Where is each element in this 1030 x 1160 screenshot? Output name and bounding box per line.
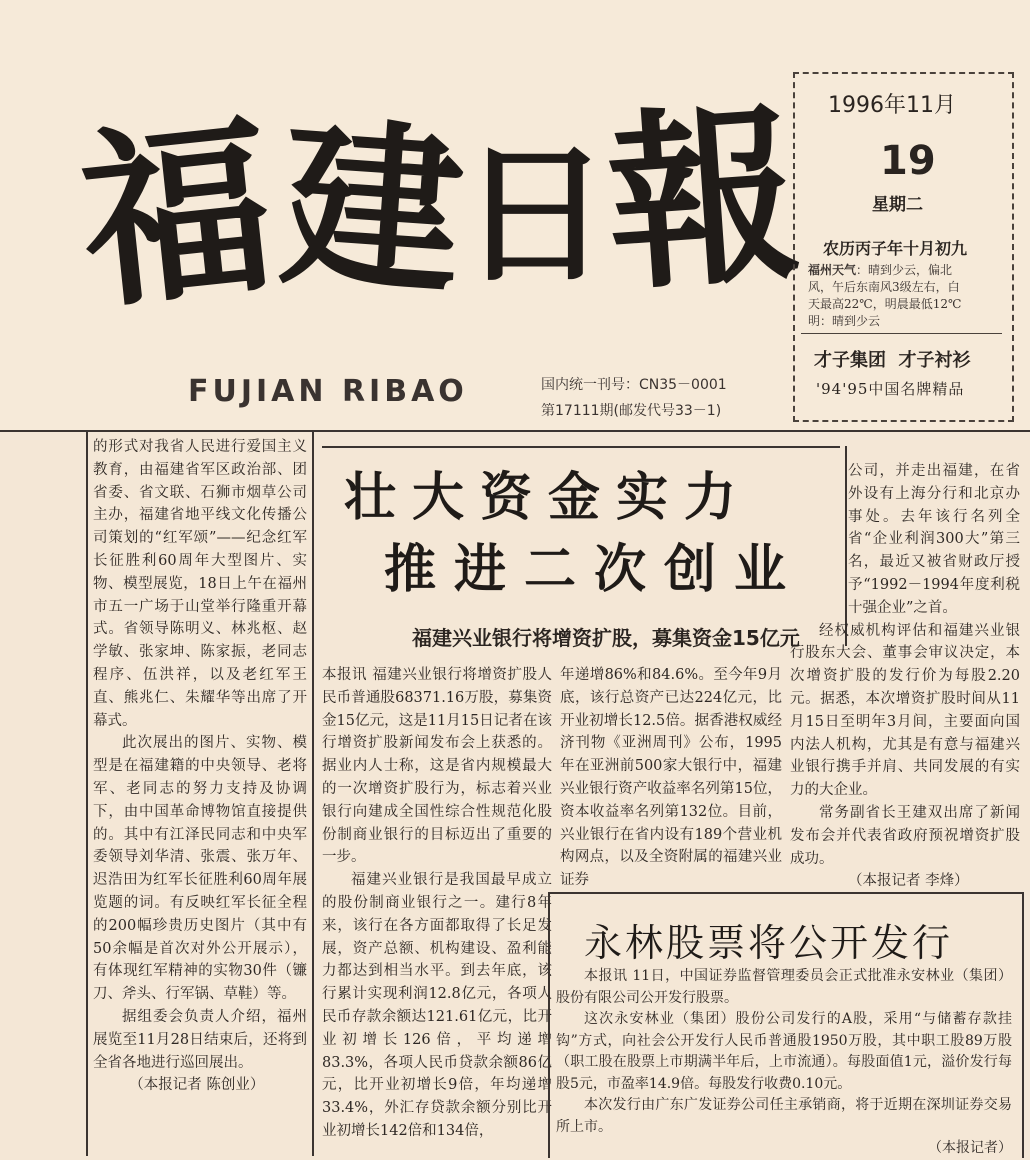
main-col-3	[790, 460, 1020, 893]
weather-line-1: ：晴到少云，偏北	[856, 263, 953, 277]
left-column-rule-left	[86, 432, 88, 1156]
weather-line-3: 天最高22℃，明晨最低12℃	[808, 297, 962, 311]
main-col1-paragraph-1: 本报讯 福建兴业银行将增资扩股人民币普通股68371.16万股，募集资金15亿元，这是11月15日记者在该行增资扩股新闻发布会上获悉的。据业内人士称，这是省内规模最大的一次增资扩股行为，标志着兴业银行向建成全国性综合性规范化股份制商业银行的目标迈出了重要的一步。	[322, 667, 552, 866]
headline-top-rule	[322, 446, 840, 448]
left-paragraph-2: 此次展出的图片、实物、模型是在福建籍的中央领导、老将军、老同志的努力支持及协调下，由中国革命博物馆直接提供的。其中有江泽民同志和中央军委领导刘华清、张震、张万年、迟浩田为红军长征胜利60周年展览题的词。有反映红军长征全程的200幅珍贵历史图片（其中有50余幅是首次对外公开展示），有体现红军精神的实物30件（镰刀、斧头、行军锅、草鞋）等。	[93, 735, 307, 1003]
masthead-rule	[0, 430, 1030, 432]
main-headline-line-1: 壮大资金实力	[344, 467, 753, 528]
masthead-romanization: FUJIAN RIBAO	[188, 374, 468, 409]
left-byline: （本报记者 陈创业）	[129, 1077, 265, 1094]
masthead-title-char-3: 日	[460, 127, 611, 303]
yonglin-paragraph-2: 这次永安林业（集团）股份公司发行的A股，采用“与储蓄存款挂钩”方式，向社会公开发行人民币普通股1950万股，其中职工股89万股（职工股在股票上市期满半年后，上市流通）。每股面值1元，溢价发行每股5元，市盈率14.9倍。每股发行收费0.10元。	[556, 1011, 1012, 1092]
masthead-title-char-2: 建	[274, 97, 470, 322]
masthead-issue: 第17111期(邮发代号33－1)	[541, 403, 722, 419]
main-headline-line-2: 推进二次创业	[384, 539, 805, 600]
main-col3-paragraph-1: 公司，并走出福建，在省外设有上海分行和北京办事处。去年该行名列全省“企业利润300大”第三名，最近又被省财政厅授予“1992－1994年度利税十强企业”之首。	[848, 463, 1020, 616]
left-paragraph-1: 的形式对我省人民进行爱国主义教育，由福建省军区政治部、团省委、省文联、石狮市烟草公司主办，福建省地平线文化传播公司策划的“红军颂”——纪念红军长征胜利60周年大型图片、实物、模型展览，18日上午在福州市五一广场于山堂举行隆重开幕式。省领导陈明义、林兆枢、赵学敏、张家坤、陈家振，老同志程序、伍洪祥，以及老红军王直、熊兆仁、朱耀华等出席了开幕式。	[93, 439, 307, 729]
weather-label: 福州天气	[808, 263, 857, 277]
weather-line-4: 明：晴到少云	[808, 314, 881, 328]
weather-block	[808, 262, 1004, 330]
date-lunar: 农历丙子年十月初九	[823, 239, 968, 258]
date-day: 19	[880, 138, 936, 184]
main-col-1	[322, 664, 552, 1143]
main-col2-paragraph-1: 年递增86%和84.6%。至今年9月底，该行总资产已达224亿元，比开业初增长12.5倍。据香港权威经济刊物《亚洲周刊》公布，1995年在亚洲前500家大银行中，福建兴业银行资产收益率名列第15位，资本收益率名列第132位。目前，兴业银行在省内设有189个营业机构网点，以及全资附属的福建兴业证券	[560, 667, 782, 889]
masthead-title-char-4: 報	[600, 81, 806, 318]
main-col3-paragraph-3: 常务副省长王建双出席了新闻发布会并代表省政府预祝增资扩股成功。	[790, 804, 1020, 867]
yonglin-byline: （本报记者）	[928, 1140, 1012, 1156]
yonglin-paragraph-3: 本次发行由广东广发证券公司任主承销商，将于近期在深圳证券交易所上市。	[556, 1097, 1012, 1135]
yonglin-text	[556, 966, 1012, 1160]
left-column-rule-right	[312, 432, 314, 1156]
yonglin-headline: 永林股票将公开发行	[584, 921, 954, 965]
main-col-2	[560, 664, 782, 892]
left-column-text	[93, 436, 307, 1097]
main-col3-paragraph-2: 经权威机构评估和福建兴业银行股东大会、董事会审议决定，本次增资扩股的发行价为每股2.20元。据悉，本次增资扩股时间从11月15日至明年3月间，主要面向国内法人机构，尤其是有意与福建兴业银行携手并肩、共同发展的有实力的大企业。	[790, 622, 1020, 799]
left-paragraph-3: 据组委会负责人介绍，福州展览至11月28日结束后，还将到全省各地进行巡回展出。	[93, 1008, 307, 1071]
date-box-divider	[801, 333, 1002, 334]
weather-line-2: 风，午后东南风3级左右，白	[808, 280, 960, 294]
ad-line-1: 才子集团 才子衬衫	[814, 350, 971, 371]
masthead-issn: 国内统一刊号：CN35－0001	[541, 377, 727, 393]
main-col1-paragraph-2: 福建兴业银行是我国最早成立的股份制商业银行之一。建行8年来，该行在各方面都取得了长足发展，资产总额、机构建设、盈利能力都达到相当水平。到去年底，该行累计实现利润12.8亿元，各项人民币存款余额达121.61亿元，比开业初增长126倍，平均递增83.3%，各项人民币贷款余额86亿元，比开业初增长9倍，年均递增33.4%，外汇存贷款余额分别比开业初增长142倍和134倍，	[322, 872, 552, 1139]
date-year-month: 1996年11月	[828, 93, 956, 118]
date-weekday: 星期二	[872, 195, 923, 215]
yonglin-paragraph-1: 本报讯 11日，中国证券监督管理委员会正式批准永安林业（集团）股份有限公司公开发行股票。	[556, 968, 1012, 1006]
masthead-title-char-1: 福	[70, 93, 284, 336]
main-col3-byline: （本报记者 李烽）	[848, 873, 969, 890]
ad-line-2: '94'95中国名牌精品	[816, 380, 965, 398]
main-subheadline: 福建兴业银行将增资扩股，募集资金15亿元	[412, 626, 800, 650]
